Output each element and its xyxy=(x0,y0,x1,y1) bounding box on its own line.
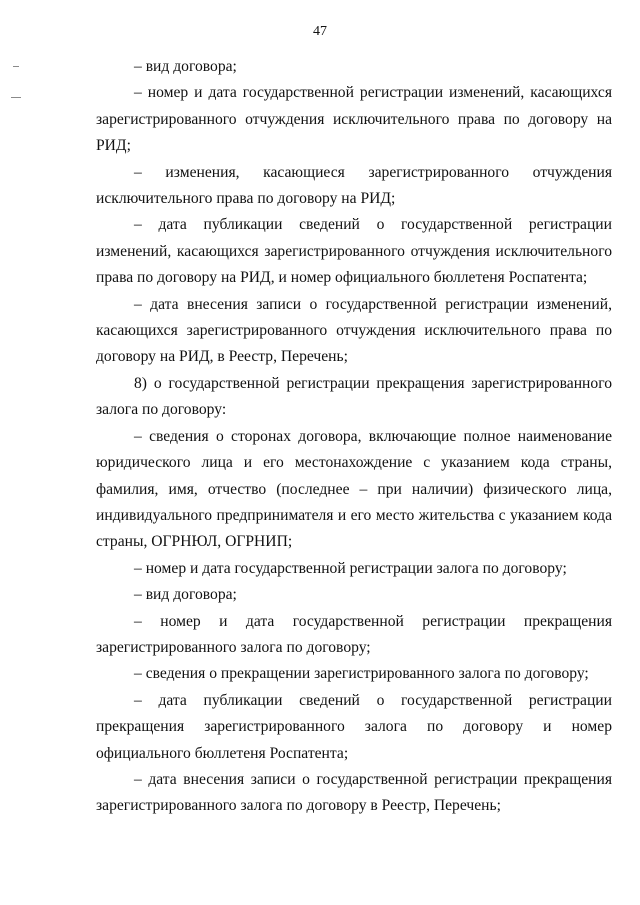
scan-mark xyxy=(11,97,21,98)
paragraph: – номер и дата государственной регистрации залога по договору; xyxy=(134,559,567,577)
paragraph: – вид договора; xyxy=(134,586,237,604)
page-number: 47 xyxy=(313,24,327,39)
paragraph: – сведения о прекращении зарегистрированного залога по договору; xyxy=(134,665,589,683)
paragraph: – вид договора; xyxy=(134,58,237,75)
paragraph: – номер и дата государственной регистрации прекращения зарегистрированного залога по договору; xyxy=(96,612,612,656)
document-body xyxy=(96,54,612,820)
paragraph: – сведения о сторонах договора, включающие полное наименование юридического лица и его местонахождение с указанием кода страны, фамилия, имя, отчество (последнее – при наличии) физического лица, индивидуального предпринимателя и его место жительства с указанием кода страны, ОГРНЮЛ, ОГРНИП; xyxy=(96,427,612,551)
paragraph: – номер и дата государственной регистрации изменений, касающихся зарегистрированного отчуждения исключительного права по договору на РИД; xyxy=(96,84,612,155)
paragraph: – дата внесения записи о государственной регистрации изменений, касающихся зарегистрированного отчуждения исключительного права по договору на РИД, в Реестр, Перечень; xyxy=(96,295,612,366)
paragraph: 8) о государственной регистрации прекращения зарегистрированного залога по договору: xyxy=(96,374,612,419)
scan-mark xyxy=(13,66,19,67)
paragraph: – дата публикации сведений о государственной регистрации изменений, касающихся зарегистрированного отчуждения исключительного права по договору на РИД, и номер официального бюллетеня Роспатента; xyxy=(96,216,612,287)
paragraph: – дата внесения записи о государственной регистрации прекращения зарегистрированного залога по договору в Реестр, Перечень; xyxy=(96,770,612,815)
paragraph: – дата публикации сведений о государственной регистрации прекращения зарегистрированного залога по договору и номер официального бюллетеня Роспатента; xyxy=(96,691,612,762)
paragraph: – изменения, касающиеся зарегистрированного отчуждения исключительного права по договору на РИД; xyxy=(96,163,612,208)
